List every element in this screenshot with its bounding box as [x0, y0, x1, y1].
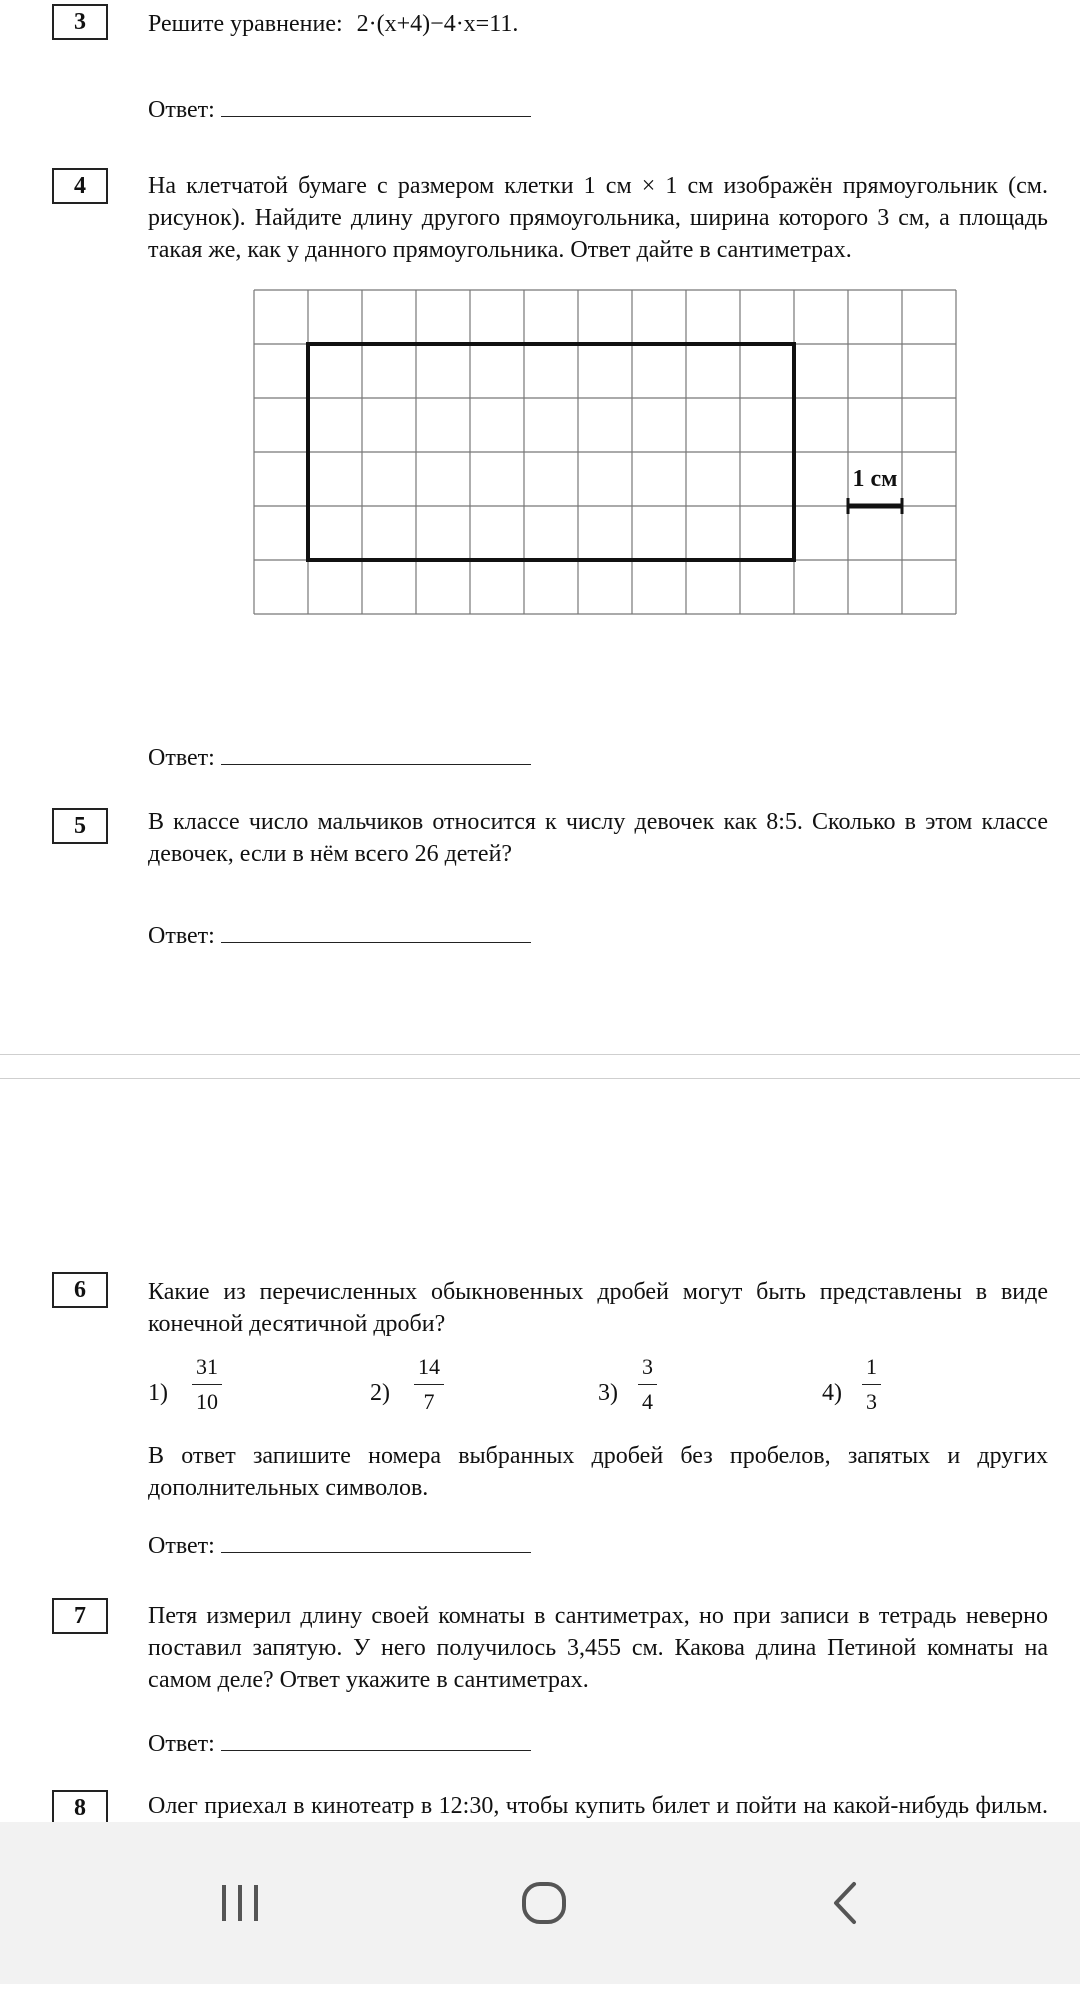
task-number: 4	[52, 168, 108, 204]
option-index: 2)	[370, 1380, 390, 1406]
numerator: 31	[196, 1354, 218, 1379]
task-number: 6	[52, 1272, 108, 1308]
numerator: 3	[642, 1354, 653, 1379]
option-index: 1)	[148, 1380, 168, 1406]
task-text: В классе число мальчиков относится к числу девочек как 8:5. Сколько в этом классе девочек, если в нём всего 26 детей?	[148, 809, 1048, 867]
home-button[interactable]	[484, 1822, 604, 1984]
option-index: 3)	[598, 1380, 618, 1406]
task-text: Какие из перечисленных обыкновенных дробей могут быть представлены в виде конечной десятичной дроби?	[148, 1279, 1048, 1337]
scale-label: 1 см	[852, 466, 898, 492]
task-number: 3	[52, 4, 108, 40]
answer-label: Ответ:	[148, 923, 215, 949]
task-text: Олег приехал в кинотеатр в 12:30, чтобы купить билет и пойти на какой-нибудь фильм.	[148, 1793, 1048, 1819]
task-text-prefix: Решите уравнение:	[148, 11, 343, 37]
numerator: 14	[418, 1354, 440, 1379]
task-number: 7	[52, 1598, 108, 1634]
back-icon	[786, 1822, 906, 1984]
task-text: На клетчатой бумаге с размером клетки 1 см × 1 см изображён прямоугольник (см. рисунок). Найдите длину другого прямоугольника, ширина которого 3 см, а площадь такая же, как у данного прямоугольника. Ответ дайте в сантиметрах.	[148, 173, 1048, 263]
navigation-bar	[0, 1822, 1080, 1984]
task-text: Петя измерил длину своей комнаты в сантиметрах, но при записи в тетрадь неверно поставил запятую. У него получилось 3,455 см. Какова длина Петиной комнаты на самом деле? Ответ укажите в сантиметрах.	[148, 1603, 1048, 1693]
answer-label: Ответ:	[148, 1731, 215, 1757]
task-instruction: В ответ запишите номера выбранных дробей без пробелов, запятых и других дополнительных символов.	[148, 1443, 1048, 1501]
recent-apps-icon	[180, 1822, 300, 1984]
answer-label: Ответ:	[148, 97, 215, 123]
recent-apps-button[interactable]	[180, 1822, 300, 1984]
task-number: 8	[52, 1790, 108, 1826]
option-index: 4)	[822, 1380, 842, 1406]
denominator: 10	[196, 1389, 218, 1414]
numerator: 1	[866, 1354, 877, 1379]
denominator: 7	[423, 1389, 435, 1414]
denominator: 4	[642, 1389, 653, 1414]
denominator: 3	[866, 1389, 877, 1414]
equation: 2·(x+4)−4·x=11.	[356, 11, 519, 37]
task-number: 5	[52, 808, 108, 844]
answer-label: Ответ:	[148, 745, 215, 771]
home-icon	[484, 1822, 604, 1984]
back-button[interactable]	[786, 1822, 906, 1984]
answer-label: Ответ:	[148, 1533, 215, 1559]
